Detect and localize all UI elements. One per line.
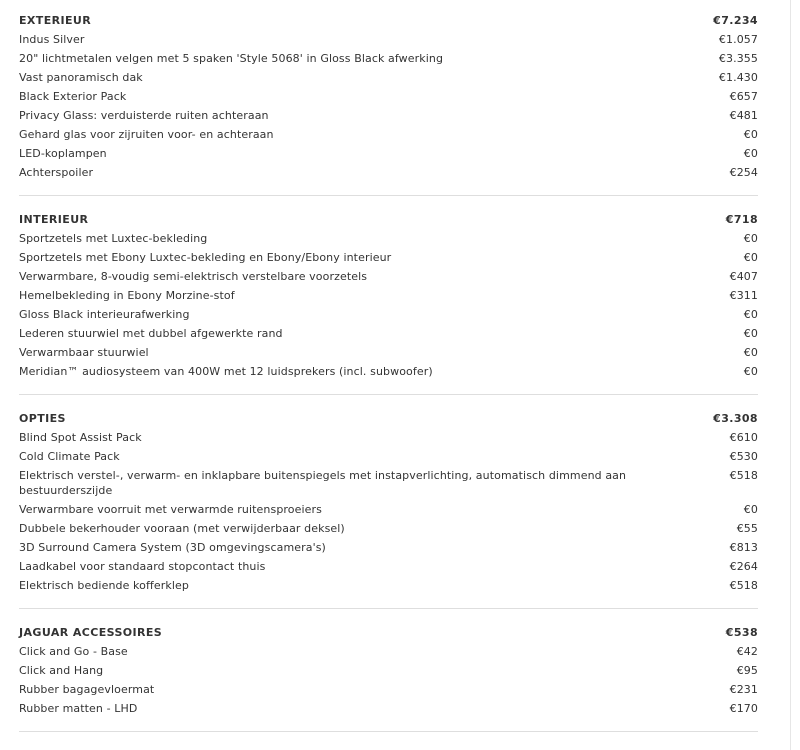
line-item-price: €407	[729, 270, 758, 283]
line-item	[19, 68, 758, 87]
line-item	[19, 163, 758, 182]
line-item	[19, 305, 758, 324]
line-item	[19, 87, 758, 106]
line-item-label: Dubbele bekerhouder vooraan (met verwijderbaar deksel)	[19, 522, 345, 535]
section-title: EXTERIEUR	[19, 14, 92, 27]
line-item-price: €0	[743, 308, 758, 321]
section-jaguar-accessoires	[19, 623, 758, 718]
line-item-price: €518	[729, 469, 758, 482]
line-item-label: Elektrisch bediende kofferklep	[19, 579, 189, 592]
line-item-label: LED-koplampen	[19, 147, 107, 160]
line-item	[19, 699, 758, 718]
line-item	[19, 538, 758, 557]
line-item-price: €0	[743, 232, 758, 245]
line-item-price: €95	[736, 664, 758, 677]
line-item	[19, 343, 758, 362]
section-total: €7.234	[713, 14, 758, 27]
line-item	[19, 428, 758, 447]
line-item-price: €0	[743, 365, 758, 378]
line-item-label: Click and Hang	[19, 664, 104, 677]
line-item-label: Click and Go - Base	[19, 645, 128, 658]
line-item	[19, 576, 758, 595]
line-item-label: Elektrisch verstel-, verwarm- en inklapbare buitenspiegels met instapverlichting, automatisch dimmend aan bestuurderszijde	[19, 469, 627, 497]
line-item-price: €0	[743, 251, 758, 264]
line-item	[19, 519, 758, 538]
line-item-price: €813	[729, 541, 758, 554]
line-item-price: €1.057	[718, 33, 758, 46]
line-item-price: €254	[729, 166, 758, 179]
line-item-label: Verwarmbare voorruit met verwarmde ruitensproeiers	[19, 503, 322, 516]
section-title: OPTIES	[19, 412, 66, 425]
section-total: €718	[725, 213, 758, 226]
line-item-price: €42	[736, 645, 758, 658]
line-item-label: Blind Spot Assist Pack	[19, 431, 142, 444]
line-item-label: Laadkabel voor standaard stopcontact thuis	[19, 560, 266, 573]
line-item-label: Verwarmbaar stuurwiel	[19, 346, 149, 359]
line-item	[19, 286, 758, 305]
line-item	[19, 49, 758, 68]
line-item	[19, 106, 758, 125]
line-item-label: 3D Surround Camera System (3D omgevingscamera's)	[19, 541, 326, 554]
line-item-label: Gloss Black interieurafwerking	[19, 308, 190, 321]
line-item	[19, 557, 758, 576]
line-item-price: €481	[729, 109, 758, 122]
section-total: €3.308	[713, 412, 758, 425]
section-title: INTERIEUR	[19, 213, 89, 226]
section-title: JAGUAR ACCESSOIRES	[19, 626, 163, 639]
line-item-label: Achterspoiler	[19, 166, 94, 179]
line-item	[19, 500, 758, 519]
line-item-label: Sportzetels met Luxtec-bekleding	[19, 232, 208, 245]
section-exterieur	[19, 11, 758, 182]
line-item-label: Black Exterior Pack	[19, 90, 127, 103]
line-item-label: Meridian™ audiosysteem van 400W met 12 luidsprekers (incl. subwoofer)	[19, 365, 433, 378]
line-item-price: €231	[729, 683, 758, 696]
line-item-price: €610	[729, 431, 758, 444]
right-edge-rule	[790, 0, 791, 750]
line-item-price: €0	[743, 327, 758, 340]
section-header	[19, 409, 758, 428]
line-item	[19, 447, 758, 466]
line-item-label: Hemelbekleding in Ebony Morzine-stof	[19, 289, 235, 302]
line-item-label: Rubber matten - LHD	[19, 702, 138, 715]
line-item-price: €0	[743, 147, 758, 160]
section-opties	[19, 409, 758, 595]
line-item-label: Gehard glas voor zijruiten voor- en achteraan	[19, 128, 274, 141]
line-item	[19, 642, 758, 661]
line-item-price: €657	[729, 90, 758, 103]
line-item-price: €311	[729, 289, 758, 302]
section-divider	[19, 195, 758, 196]
line-item-price: €1.430	[718, 71, 758, 84]
line-item-price: €264	[729, 560, 758, 573]
section-divider	[19, 731, 758, 732]
section-header	[19, 210, 758, 229]
line-item-label: Lederen stuurwiel met dubbel afgewerkte rand	[19, 327, 283, 340]
line-item-price: €0	[743, 346, 758, 359]
line-item-price: €0	[743, 128, 758, 141]
line-item	[19, 229, 758, 248]
line-item	[19, 661, 758, 680]
line-item	[19, 466, 758, 500]
section-header	[19, 623, 758, 642]
configuration-summary	[19, 11, 758, 746]
line-item	[19, 680, 758, 699]
line-item-price: €518	[729, 579, 758, 592]
line-item	[19, 144, 758, 163]
line-item	[19, 248, 758, 267]
line-item-label: Rubber bagagevloermat	[19, 683, 155, 696]
line-item	[19, 125, 758, 144]
section-total: €538	[725, 626, 758, 639]
line-item-label: Privacy Glass: verduisterde ruiten achteraan	[19, 109, 269, 122]
line-item	[19, 324, 758, 343]
line-item-price: €3.355	[718, 52, 758, 65]
line-item-price: €0	[743, 503, 758, 516]
line-item-price: €55	[736, 522, 758, 535]
line-item-label: Vast panoramisch dak	[19, 71, 143, 84]
section-header	[19, 11, 758, 30]
line-item-label: Verwarmbare, 8-voudig semi-elektrisch verstelbare voorzetels	[19, 270, 368, 283]
line-item-label: Sportzetels met Ebony Luxtec-bekleding en Ebony/Ebony interieur	[19, 251, 392, 264]
line-item-label: Cold Climate Pack	[19, 450, 120, 463]
line-item	[19, 267, 758, 286]
section-divider	[19, 608, 758, 609]
line-item-price: €530	[729, 450, 758, 463]
line-item-label: Indus Silver	[19, 33, 85, 46]
line-item	[19, 362, 758, 381]
section-interieur	[19, 210, 758, 381]
line-item-price: €170	[729, 702, 758, 715]
section-divider	[19, 394, 758, 395]
line-item	[19, 30, 758, 49]
line-item-label: 20" lichtmetalen velgen met 5 spaken 'Style 5068' in Gloss Black afwerking	[19, 52, 444, 65]
